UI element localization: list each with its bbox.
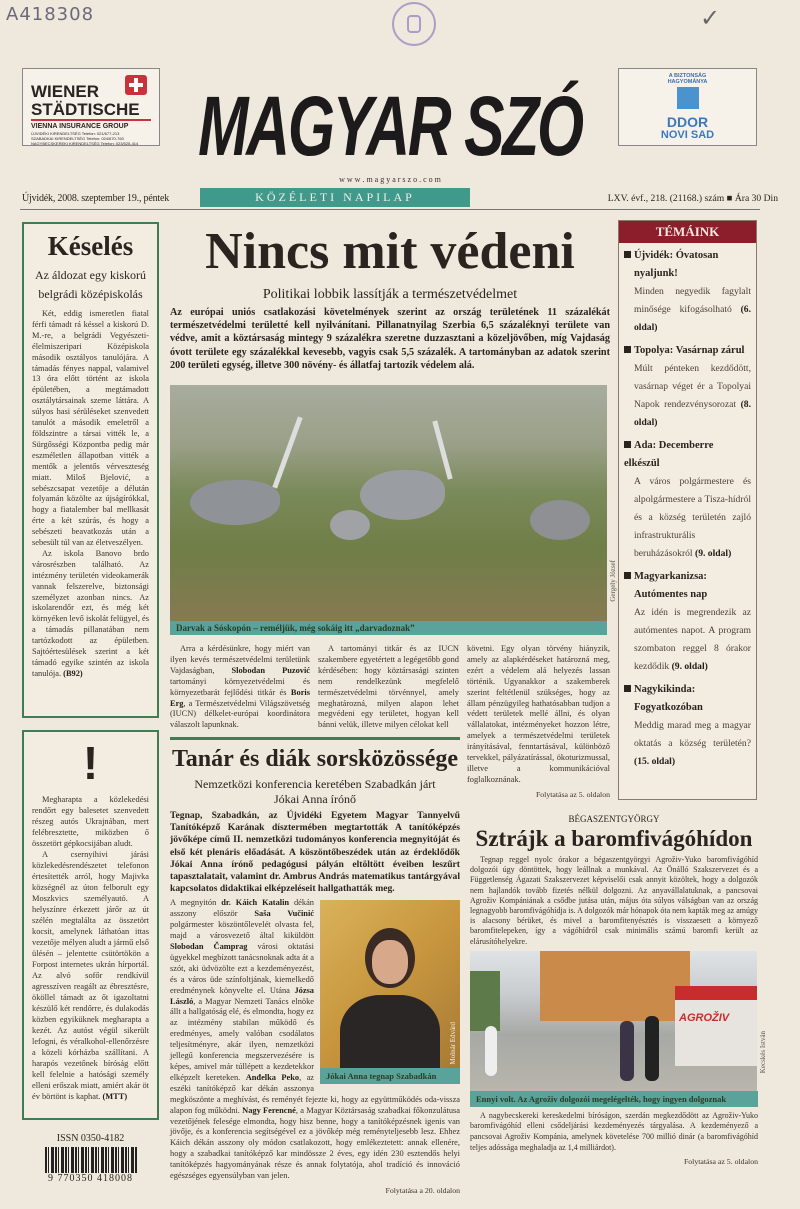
left-column — [22, 222, 159, 1185]
topic-place: Magyarkanizsa: — [624, 568, 751, 586]
ad-office: SZABADKAI KIRENDELTSÉG Telefon: 024/670-760 — [31, 136, 124, 141]
article-paragraph: asszonya megköszönte a meghívást, és reményét fejezte ki, hogy az együttműködés oda-vissza alapon fog működni. Nagy Ferencné, a Magyar Köztársaság szabadkai főkonzulátusa vezetőjének felesége elmondta, hogy hisz benne, hogy a tanítóképzésnek igenis van jövője, és a konferencia segítségével ez a jövőkép még reményteljesebb lesz. Ehhez Káich dékán asszony oly módon csatlakozott, hogy emlékeztetett: annak ellenére, hogy a szabadkai tanítóképző kar mindössze 2 éves, egy idén 230 esztendős helyi tanítóképzés hagyományának része és annak folytatója, ahol tradíció és innováció egészséges egyensúlyban van jelen. — [170, 1083, 460, 1181]
temaink-box — [618, 220, 757, 800]
ad-brand: DDOR — [666, 114, 709, 130]
tagline-band: KÖZÉLETI NAPILAP — [200, 188, 470, 207]
tanar-intro: Tegnap, Szabadkán, az Újvidéki Egyetem Magyar Tannyelvű Tanítóképző Karának dísztermében megtartották A tanítóképzés jövőképe című II. nemzetközi tudományos konferencia megnyitóját és első két plenáris előadását. A köszöntőbeszédek után az érdeklődők Jókai Anna írónő pedagógusi pályán eltöltött éveiben leszűrt tapasztalatait, valamint dr. Ambrus András matematikus tantárgyával kapcsolatos didaktikai elképzeléseit hallgathatták meg. — [170, 810, 460, 895]
bullet-icon — [624, 251, 631, 258]
barcode-number: 9 770350 418008 — [48, 1173, 133, 1184]
topic-place: Újvidék: Óvatosan — [624, 247, 751, 265]
tanar-article — [170, 743, 460, 1196]
article-paragraph: Két, eddig ismeretlen fiatal férfi támadt rá késsel a kiskorú D. M.-re, a belgrádi Vegyészeti-élelmiszeripari Középiskola második osztályos tanulójára. A támadás fényes nappal, valamivel 13 óra előtt történt az iskola épületében, a megtámadott osztálytársainak szeme láttára. A súlyos hasi sérüléseket szenvedett tanulót a második emeletről a földszintre a társai vitték le, a Sürgősségi Központba pedig már eszméletlen állapotban vitték a mentők a jelentős vérveszteség miatt. Miloš Bjelović, a sebészcsapat vezetője a délután folyamán közölte az újságírókkal, hogy a fiatalember bal mellkasát érte a két szúrás, és hogy a sebészeti beavatkozás után a sebesült túl van az életveszélyen. — [32, 309, 149, 548]
library-stamp-icon — [392, 2, 436, 46]
photo-caption: Ennyi volt. Az Agroživ dolgozói megelégelték, hogy ingyen dolgoznak — [470, 1091, 758, 1107]
jokai-anna-photo-block — [320, 900, 460, 1084]
sztrajk-kicker: BÉGASZENTGYÖRGY — [568, 814, 660, 824]
ad-ring-text: A BIZTONSÁG HAGYOMÁNYA — [667, 73, 708, 85]
barcode-icon — [45, 1147, 137, 1173]
crane-photo — [170, 385, 607, 621]
article-source: (B92) — [63, 668, 83, 678]
sztrajk-continued: Folytatása az 5. oldalon — [683, 1157, 758, 1167]
article-paragraph: Megharapta a közlekedési rendőrt egy balesetet szenvedett részeg autós Ukrajnában, mert felébresztette, miközben ő összetört gépkocsijában aludt. — [32, 795, 149, 848]
article-paragraph: A tartományi titkár és az IUCN szakembere egyetértett a legégetőbb gond kérdésében: hogy köztársasági szinten nem rendelkezünk megfelelő természetvédelmi törvénnyel, amely meghatározná, milyen alapon lehet megvédeni egy területet, hogyan kell bánni velük, illetve milyen célokat kell — [318, 644, 459, 730]
crane-bird — [530, 500, 590, 540]
lead-continued: Folytatása az 5. oldalon — [535, 789, 610, 799]
ad-brand-line2: STÄDTISCHE — [31, 101, 151, 121]
sztrajk-headline: Sztrájk a baromfivágóhídon — [475, 826, 753, 851]
photo-caption: Darvak a Sóskopón – reméljük, még sokáig itt „darvadoznak” — [170, 621, 607, 635]
masthead-title-wrap — [198, 78, 582, 174]
topic-title: Fogyatkozóban — [634, 702, 703, 713]
article-paragraph: Az iskola Banovo brdo városrészben található. Az intézmény területén videokamerák vannak felszerelve, biztonsági személyzet azonban nincs. Az iskolarendőr ezt, és még két környéken levő iskolát felügyel, és a támadás pillanatában nem tartózkodott az épületben. Sajtóértesülések szerint a két támadó egyike szintén az iskola tanulója. — [32, 548, 149, 678]
topic-place: Nagykikinda: — [624, 681, 751, 699]
issue-number-price: LXV. évf., 218. (21168.) szám ■ Ára 30 Din — [607, 193, 778, 204]
crane-bird — [330, 510, 370, 540]
van-label: AGROŽIV — [679, 1011, 730, 1024]
bullet-icon — [624, 572, 631, 579]
topic-text: Múlt pénteken kezdődött, vasárnap véget ér a Topolyai Napok rendezvénysorozat (8. oldal) — [634, 363, 751, 428]
article-subtitle: Az áldozat egy kiskorú belgrádi középiskolás — [35, 268, 146, 301]
header-rule — [20, 209, 760, 210]
issn-block — [22, 1132, 159, 1185]
masthead-url: w w w . m a g y a r s z o . c o m — [339, 175, 441, 184]
ddor-ring — [658, 73, 718, 113]
agroziv-photo — [470, 951, 757, 1091]
keseles-article — [22, 222, 159, 718]
article-paragraph: A csernyihivi járási közlekedésrendészetet telefonon értesítették arról, hogy Majivka községnél az úton felborult egy Moszkvics személyautó. A helyszínre érkezett járőr az út szélén megtalálta az összetört kocsit, amelynek láthatóan ittas vezetője mélyen aludt a jármű első ülésén – jelentette csütörtökön a Forpost internetes ukrán hírportál. Az alvó sofőr rendkívül agresszíven reagált az ébresztésre, ököllel támadt az őt igazoltatni készülő két rendőrre, és dulakodás közben egyiküknek megharapta a kezét. Az autóst végül sikerült lefogni, és véralkohol-ellenőrzésre a közeli kórházba szállítani. A harapós vezetőnek bíróság előtt kell felelnie a hatósági személy elleni erőszak miatt, amiért akár öt év börtönt is kaphat. — [32, 850, 149, 1101]
ad-office: ÚJVIDÉKI KIRENDELTSÉG Telefon: 021/677-213 — [31, 131, 120, 136]
topic-place: Topolya: Vasárnap zárul — [624, 342, 751, 360]
ad-brand-line1: WIENER — [31, 82, 99, 101]
agroziv-photo-block — [470, 951, 767, 1107]
topic-title: Autómentes nap — [634, 589, 708, 600]
topic-title: nyaljunk! — [634, 268, 678, 279]
sztrajk-paragraph-2: A nagybecskereki kereskedelmi bíróságon, szerdán megkezdődött az Agroživ-Yuko baromfivágóhíd elleni csődeljárási kezdeményezés tárgyalása. A kezdeményező a pancsovai Agroživ Kompánia, amelynek követelése 700 millió dinár (a baromfivágóhíd teljes adóssága meghaladja az 1,4 milliárdot). — [470, 1110, 758, 1152]
crane-bird — [190, 480, 280, 525]
article-title: Késelés — [47, 231, 134, 261]
brief-article — [22, 730, 159, 1120]
lead-column-2 — [318, 644, 459, 731]
temaink-item[interactable] — [624, 437, 751, 563]
jokai-anna-photo — [320, 900, 460, 1068]
ad-city: NOVI SAD — [660, 129, 715, 141]
handwritten-archive-number: A418308 — [6, 4, 95, 25]
article-paragraph: A megnyitón dr. Káich Katalin dékán asszony először Saša Vučinić polgármester köszöntőlevelét olvasta fel, majd a városvezető által kiküldött Slobodan Čamprag városi oktatási ügyekkel megbízott tanácsnoknak adta át a szót, aki üdvözölte ezt a kezdeményezést, és a város üde színfoltjának, kiemelkedő eredménynek könyvelte el. Utána Józsa László, a Magyar Nemzeti Tanács elnöke állt a hallgatóság elé, és elmondta, hogy ez az intézmény stabilan működő és eredményes, amely valóban csodálatos teljesítményre, akár ilyen, nemzetközi jellegű konferencia megszervezésére is képes, amivel már túllépett a kezdetekkor elképzelt kereteken. Anđelka Peko, az eszéki tanítóképző kar dékán — [170, 898, 315, 1093]
photo-credit: Molnár Edvárd — [449, 1021, 458, 1065]
topic-place: Ada: Decemberre elkészül — [624, 440, 714, 469]
temaink-item[interactable] — [624, 342, 751, 432]
bullet-icon — [624, 441, 631, 448]
ad-flower-logo-icon — [125, 75, 147, 95]
masthead-title: MAGYAR SZÓ — [198, 79, 582, 173]
ad-office: NAGYBECSKEREKI KIRENDELTSÉG Telefon: 023/525-414 — [31, 141, 139, 146]
article-source: (MTT) — [102, 1092, 128, 1101]
lead-subtitle: Politikai lobbik lassítják a természetvédelmet — [262, 287, 518, 302]
agroziv-van — [675, 986, 757, 1066]
lead-column-1 — [170, 644, 310, 731]
sztrajk-paragraph-1: Tegnap reggel nyolc órakor a bégaszentgyörgyi Agroživ-Yuko baromfivágóhíd dolgozói úgy döntöttek, hogy leállnak a munkával. Az Önálló Szakszervezet és a Függetlenség Ágazati Szakszervezet képviselői csak annyit közöltek, hogy a dolgozók nem hajlandók tovább fizetés nélkül dolgozni. Az anyavállalatuknak, a pancsovai Agroživ Kompániának a csődbe jutása után, május óta súlyos válságban van az ország legnagyobb baromfivágóhídja is. A dolgozók már hónapok óta nem kapták meg az amúgy is alacsony bérüket, és mivel a baromfitenyésztés is visszaesett a környező baromfitelepeken, így a vágóhídról csak minimális számú baromfi került az elárusítóhelyekre. — [470, 855, 758, 946]
photo-caption: Jókai Anna tegnap Szabadkán — [320, 1068, 460, 1084]
tanar-continued: Folytatása a 20. oldalon — [385, 1185, 460, 1195]
tanar-subtitle: Nemzetközi konferencia keretében Szabadkán járt Jókai Anna írónő — [194, 777, 436, 806]
exclamation-icon: ! — [82, 737, 99, 789]
issue-date: Újvidék, 2008. szeptember 19., péntek — [22, 193, 170, 204]
topic-text: Meddig marad meg a magyar oktatás a község területén? (15. oldal) — [634, 720, 751, 767]
sztrajk-article — [470, 814, 767, 1167]
temaink-item[interactable] — [624, 247, 751, 337]
bullet-icon — [624, 685, 631, 692]
photo-credit: Gergely József — [609, 560, 617, 602]
section-rule — [170, 737, 460, 740]
issn-label: ISSN 0350-4182 — [56, 1133, 125, 1144]
wiener-staedtische-ad — [22, 68, 160, 146]
topic-text: Az idén is megrendezik az autómentes napot. A program szombaton reggel 8 órakor kezdődik (9. oldal) — [634, 607, 751, 672]
temaink-header: TÉMÁINK — [619, 221, 756, 243]
crane-bird — [360, 470, 445, 520]
photo-credit: Kecskés István — [759, 1030, 767, 1074]
topic-text: Minden negyedik fagylalt minősége kifogásolható (6. oldal) — [634, 286, 751, 333]
article-paragraph: követni. Egy olyan törvény hiányzik, amely az alapkérdéseket határozná meg, ezért a védelem alá helyezés lassan történik. Ugyanakkor a szakemberek szerint feltétlenül szükséges, hogy az állam pénzügyileg hathatósabban tudjon a védett területek mellé állni, és olyan vállalatokat, intézményeket hozzon létre, amelyek a természetvédelmi területek irányításával, fenntartásával, különböző tervekkel, pályázatírással, ökoturizmussal, illetve a kommunikációval foglalkoznának. — [467, 644, 610, 784]
topic-text: A város polgármestere és alpolgármestere a Tisza-hídról és a község területén zajló infrastrukturális beruházásokról (9. oldal) — [634, 476, 751, 559]
tanar-headline: Tanár és diák sorsközössége — [171, 746, 459, 772]
article-paragraph: Arra a kérdésünkre, hogy miért van ilyen kevés természetvédelmi területünk Vajdaságban, Slobodan Puzović tartományi környezetvédelmi és környezetbarát fejlődési titkár és Boris Erg, a Természetvédelmi Világszövetség (IUCN) délkelet-európai koordinátora válaszolt lapunknak. — [170, 644, 311, 730]
handwritten-check-icon: ✓ — [700, 6, 721, 32]
ddor-ad — [618, 68, 757, 146]
tanar-body — [170, 898, 460, 1196]
ad-group: VIENNA INSURANCE GROUP — [31, 123, 129, 130]
lead-intro: Az európai uniós csatlakozási követelmények szerint az ország területének 11 százalékát természetvédelmi területté kell nyilvánítani. Pillanatnyilag Szerbia 6,5 százaléknyi területe van védve, amit a köztársaság mintegy 9 százalékra szeretne duzzasztani a közeljövőben, míg Vajdaság óvott területe egy százalékkal kevesebb, vagyis csak 5,5 százalék. A tartományban az adatok szerint 200 területi egység, illetve 300 növény- és állatfaj tartozik védelem alá. — [170, 307, 610, 371]
lead-column-3 — [467, 644, 610, 800]
ddor-logo-icon — [677, 87, 699, 109]
temaink-item[interactable] — [624, 568, 751, 676]
lead-headline: Nincs mit védeni — [205, 223, 575, 280]
temaink-item[interactable] — [624, 681, 751, 771]
bullet-icon — [624, 346, 631, 353]
